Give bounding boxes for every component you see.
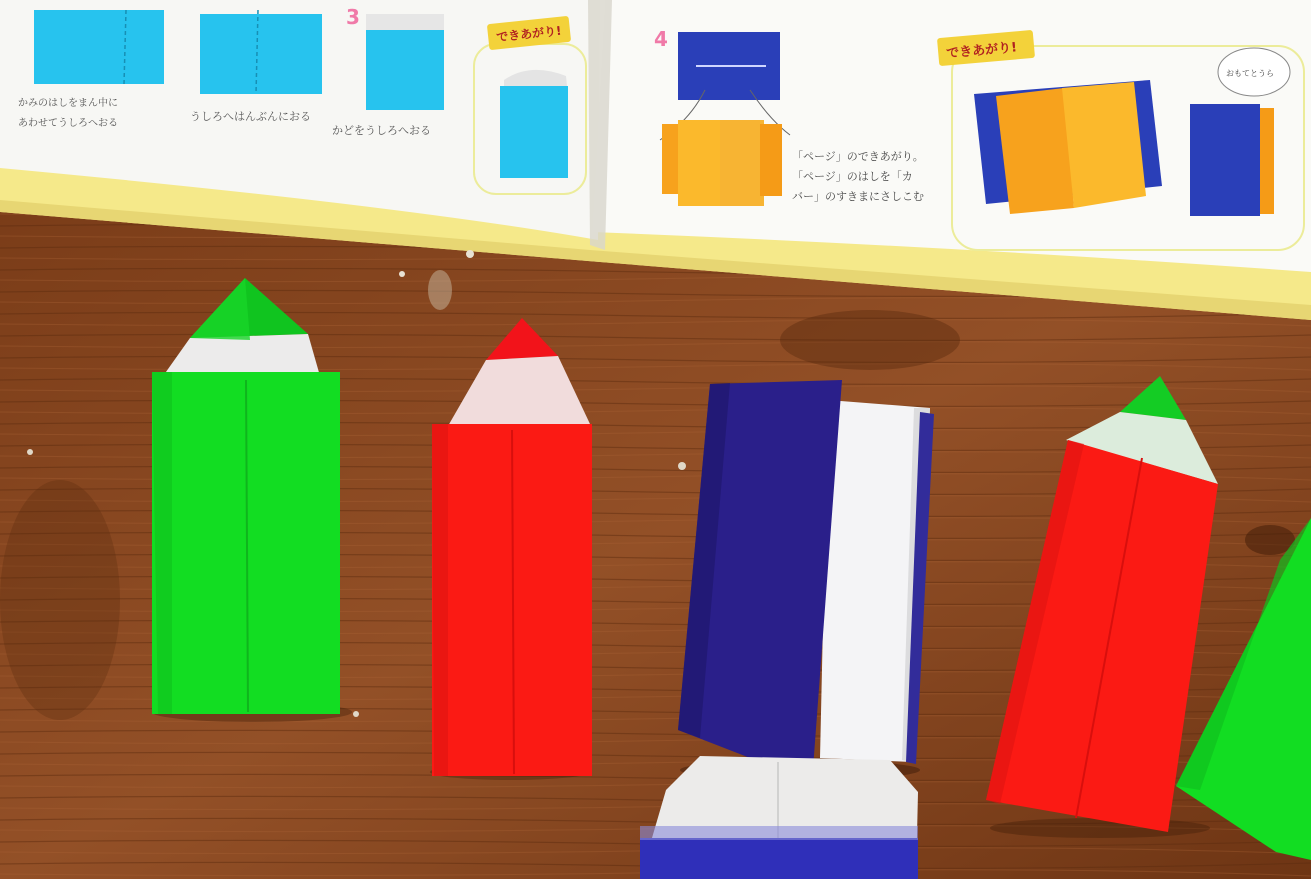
step1-diagram (34, 10, 164, 84)
step2-diagram (200, 14, 322, 94)
left-caption-1: かみのはしをまん中に (18, 98, 118, 109)
pages-diagram (662, 120, 782, 206)
left-caption-2: あわせてうしろへおる (18, 118, 118, 129)
done-label-left: できあがり! (495, 23, 563, 45)
navy-origami-book (678, 380, 934, 782)
left-caption-4: かどをうしろへおる (332, 124, 431, 137)
finished-book-open (974, 80, 1162, 214)
finished-book-closed (1190, 104, 1274, 216)
speech-bubble-text: おもてとうら (1226, 69, 1274, 78)
right-caption-3: バー」のすきまにさしこむ (792, 190, 924, 203)
left-caption-3: うしろへはんぶんにおる (190, 110, 311, 123)
done-label-right: できあがり! (945, 40, 1018, 62)
step-number: 3 (346, 5, 360, 29)
step3-diagram (366, 30, 444, 110)
right-caption-2: 「ページ」のはしを「カ (792, 170, 913, 183)
right-step-number: 4 (654, 27, 668, 51)
right-caption-1: 「ページ」のできあがり。 (792, 150, 924, 163)
blue-pencil-bookmark-partial (640, 756, 918, 879)
